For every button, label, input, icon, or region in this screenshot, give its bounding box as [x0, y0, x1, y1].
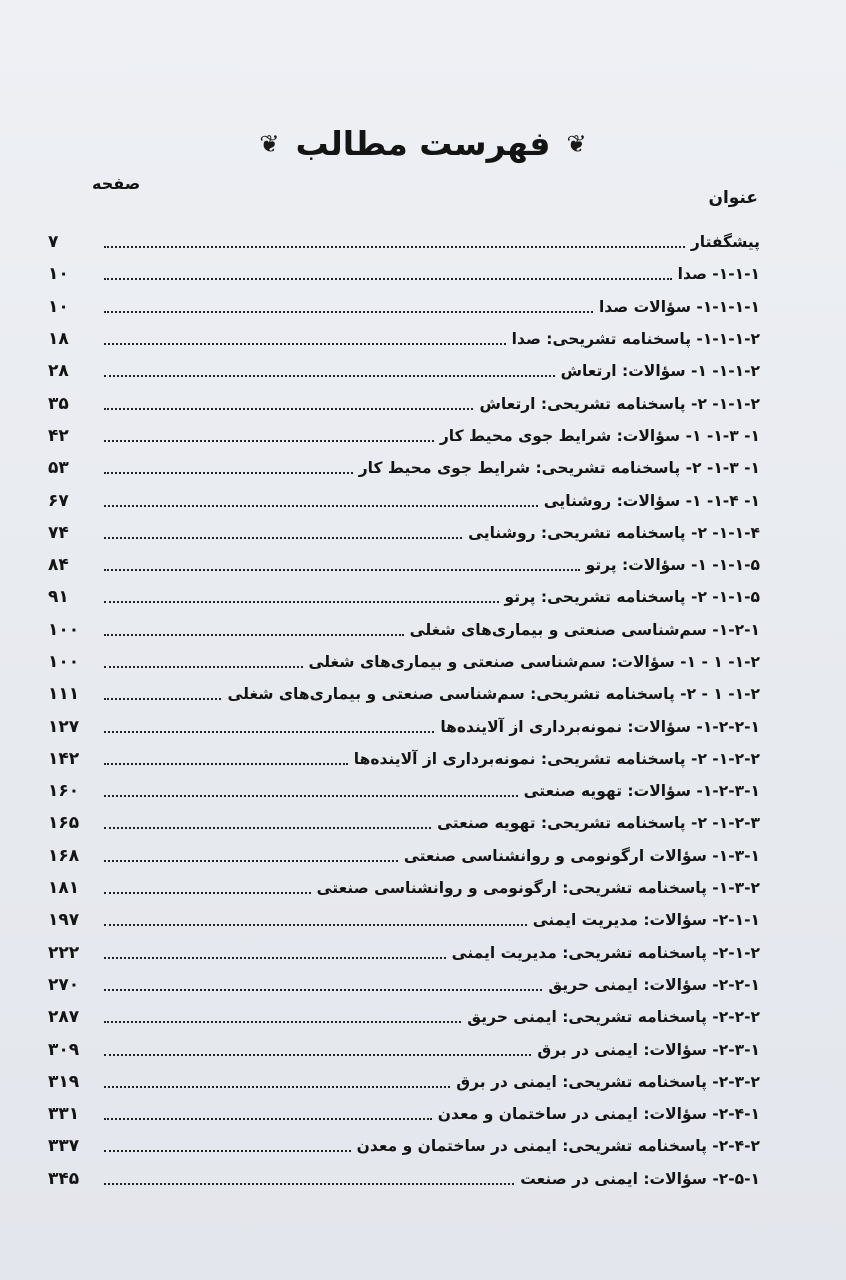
- toc-entry[interactable]: [48, 1066, 760, 1098]
- toc-entry-page: ۹۱: [48, 587, 69, 608]
- toc-entry[interactable]: [48, 323, 760, 355]
- toc-entry-page: ۱۰۰: [48, 619, 80, 640]
- toc-entry-title: ۱-۲- ۱ - ۲- پاسخنامه تشریحی: سم‌شناسی صنعتی و بیماری‌های شغلی: [227, 685, 760, 704]
- toc-entry[interactable]: [48, 387, 760, 419]
- toc-entry[interactable]: [48, 969, 760, 1001]
- toc-entry-page: ۱۹۷: [48, 910, 80, 931]
- toc-entry-title: ۱-۱-۱- صدا: [677, 265, 760, 284]
- dot-leader: [104, 311, 593, 313]
- toc-entry-page: ۳۴۵: [48, 1168, 80, 1189]
- toc-entry-title: ۱-۲-۱- سم‌شناسی صنعتی و بیماری‌های شغلی: [409, 620, 760, 639]
- toc-entry-page: ۲۸: [48, 361, 69, 382]
- toc-entry[interactable]: [48, 581, 760, 613]
- toc-entry-title: ۱- ۱-۴- ۱- سؤالات: روشنایی: [543, 491, 760, 510]
- toc-entry-title: ۱-۲-۳-۱- سؤالات: تهویه صنعتی: [523, 782, 760, 801]
- dot-leader: [104, 1086, 450, 1088]
- dot-leader: [104, 1150, 351, 1152]
- toc-entry-page: ۱۰۰: [48, 652, 80, 672]
- page-title: فهرست مطالب: [295, 124, 551, 163]
- toc-entry-page: ۱۰: [48, 264, 69, 285]
- toc-entry-title: ۲-۴-۱- سؤالات: ایمنی در ساختمان و معدن: [437, 1105, 760, 1124]
- dot-leader: [104, 634, 404, 636]
- dot-leader: [104, 472, 353, 474]
- toc-entry-title: ۱-۱-۵- ۱- سؤالات: پرتو: [585, 556, 760, 575]
- toc-entry-page: ۷: [48, 232, 59, 253]
- toc-entry[interactable]: [48, 646, 760, 678]
- toc-entry[interactable]: [48, 743, 760, 775]
- toc-entry-page: ۱۴۲: [48, 748, 80, 769]
- toc-entry[interactable]: [48, 807, 760, 839]
- toc-entry-page: ۳۳۷: [48, 1136, 80, 1157]
- toc-entry[interactable]: [48, 484, 760, 516]
- dot-leader: [104, 860, 398, 862]
- dot-leader: [104, 569, 580, 571]
- toc-entry[interactable]: [48, 291, 760, 323]
- toc-entry[interactable]: [48, 355, 760, 387]
- toc-entry-page: ۲۲۲: [48, 942, 80, 963]
- toc-entry[interactable]: [48, 549, 760, 581]
- toc-entry-page: ۲۷۰: [48, 974, 80, 995]
- dot-leader: [104, 537, 462, 539]
- dot-leader: [104, 1021, 461, 1023]
- toc-entry-title: ۲-۲-۲- پاسخنامه تشریحی: ایمنی حریق: [467, 1008, 760, 1027]
- toc-entry-title: ۲-۴-۲- پاسخنامه تشریحی: ایمنی در ساختمان و معدن: [356, 1137, 760, 1156]
- column-header-title: عنوان: [708, 188, 758, 208]
- dot-leader: [104, 892, 311, 894]
- dot-leader: [104, 278, 672, 280]
- toc-entry[interactable]: [48, 452, 760, 484]
- toc-entry-title: ۱- ۱-۳- ۱- سؤالات: شرایط جوی محیط کار: [439, 426, 760, 445]
- toc-entry-title: ۲-۱-۱- سؤالات: مدیریت ایمنی: [532, 911, 760, 930]
- toc-entry-page: ۲۸۷: [48, 1007, 80, 1028]
- toc-entry-title: ۲-۱-۲- پاسخنامه تشریحی: مدیریت ایمنی: [451, 943, 760, 962]
- toc-entry[interactable]: [48, 937, 760, 969]
- toc-entry-title: ۱-۳-۲- پاسخنامه تشریحی: ارگونومی و روانشناسی صنعتی: [316, 879, 760, 898]
- toc-entry-page: ۱۶۸: [48, 845, 80, 866]
- toc-entry-page: ۱۱۱: [48, 684, 80, 705]
- toc-entry-title: ۲-۳-۱- سؤالات: ایمنی در برق: [537, 1040, 760, 1059]
- dot-leader: [104, 343, 506, 345]
- toc-entry[interactable]: [48, 1163, 760, 1195]
- dot-leader: [104, 763, 348, 765]
- toc-entry-title: ۱-۲-۲-۱- سؤالات: نمونه‌برداری از آلاینده‌ها: [440, 717, 760, 736]
- dot-leader: [104, 827, 431, 829]
- toc-entry-page: ۱۸: [48, 329, 69, 350]
- toc-entry[interactable]: [48, 1098, 760, 1130]
- toc-entry-title: ۱-۲-۲- ۲- پاسخنامه تشریحی: نمونه‌برداری از آلاینده‌ها: [353, 749, 760, 768]
- toc-entry-title: ۲-۵-۱- سؤالات: ایمنی در صنعت: [520, 1169, 760, 1188]
- toc-entry-page: ۴۲: [48, 425, 69, 446]
- toc-entry-page: ۳۳۱: [48, 1104, 80, 1125]
- dot-leader: [104, 440, 434, 442]
- toc-entry[interactable]: [48, 840, 760, 872]
- toc-entry-title: ۱- ۱-۳- ۲- پاسخنامه تشریحی: شرایط جوی محیط کار: [358, 459, 760, 478]
- column-header-page: صفحه: [92, 174, 141, 193]
- toc-entry-page: ۳۵: [48, 393, 69, 414]
- toc-entry-page: ۷۴: [48, 522, 69, 543]
- toc-entry-page: ۵۳: [48, 458, 69, 479]
- toc-entry[interactable]: [48, 710, 760, 742]
- dot-leader: [104, 1183, 514, 1185]
- toc-entry[interactable]: [48, 258, 760, 290]
- toc-entry-page: ۱۶۵: [48, 813, 80, 834]
- toc-entry-title: ۲-۳-۲- پاسخنامه تشریحی: ایمنی در برق: [456, 1072, 760, 1091]
- toc-entry-title: ۱-۱-۵- ۲- پاسخنامه تشریحی: پرتو: [504, 588, 760, 607]
- dot-leader: [104, 408, 473, 410]
- toc-entry-title: ۱-۱-۱-۲- پاسخنامه تشریحی: صدا: [511, 330, 760, 349]
- toc-entry[interactable]: [48, 517, 760, 549]
- toc-entry[interactable]: [48, 614, 760, 646]
- toc-entry[interactable]: [48, 678, 760, 710]
- ornament-right-icon: ❦: [566, 129, 587, 158]
- toc-entry-page: ۱۰: [48, 296, 69, 317]
- toc-entry-title: ۱-۱-۴- ۲- پاسخنامه تشریحی: روشنایی: [468, 523, 760, 542]
- dot-leader: [104, 1118, 432, 1120]
- dot-leader: [104, 957, 446, 959]
- toc-entry-page: ۳۰۹: [48, 1039, 80, 1060]
- toc-entry-page: ۳۱۹: [48, 1071, 80, 1092]
- dot-leader: [104, 601, 499, 603]
- dot-leader: [104, 795, 518, 797]
- toc-entry-title: ۲-۲-۱- سؤالات: ایمنی حریق: [548, 975, 760, 994]
- toc-entry[interactable]: [48, 1001, 760, 1033]
- dot-leader: [104, 666, 303, 668]
- toc-entry-title: پیشگفتار: [690, 233, 760, 252]
- toc-entry-title: ۱-۲- ۱ - ۱- سؤالات: سم‌شناسی صنعتی و بیماری‌های شغلی: [308, 653, 760, 671]
- dot-leader: [104, 989, 542, 991]
- toc-entry-page: ۱۸۱: [48, 878, 80, 899]
- dot-leader: [104, 698, 221, 700]
- dot-leader: [104, 246, 685, 248]
- toc-entry-page: ۶۷: [48, 490, 69, 511]
- toc-entry-title: ۱-۱-۱-۱- سؤالات صدا: [598, 297, 760, 316]
- toc-entry[interactable]: [48, 904, 760, 936]
- dot-leader: [104, 375, 555, 377]
- table-of-contents: [48, 226, 760, 1195]
- toc-entry[interactable]: [48, 1033, 760, 1065]
- toc-entry[interactable]: [48, 872, 760, 904]
- toc-entry-page: ۱۶۰: [48, 781, 80, 802]
- dot-leader: [104, 731, 434, 733]
- toc-entry-page: ۱۲۷: [48, 716, 80, 737]
- toc-entry[interactable]: [48, 420, 760, 452]
- toc-entry-title: ۱-۱-۲- ۲- پاسخنامه تشریحی: ارتعاش: [479, 394, 760, 413]
- ornament-left-icon: ❦: [259, 129, 280, 158]
- toc-entry-title: ۱-۲-۳- ۲- پاسخنامه تشریحی: تهویه صنعتی: [437, 814, 760, 833]
- toc-entry[interactable]: [48, 226, 760, 258]
- dot-leader: [104, 505, 538, 507]
- dot-leader: [104, 1054, 531, 1056]
- dot-leader: [104, 924, 527, 926]
- toc-entry-title: ۱-۱-۲- ۱- سؤالات: ارتعاش: [560, 362, 760, 381]
- title-row: [0, 124, 846, 163]
- toc-entry-title: ۱-۳-۱- سؤالات ارگونومی و روانشناسی صنعتی: [403, 846, 760, 865]
- toc-entry[interactable]: [48, 775, 760, 807]
- toc-entry[interactable]: [48, 1130, 760, 1162]
- toc-entry-page: ۸۴: [48, 555, 69, 576]
